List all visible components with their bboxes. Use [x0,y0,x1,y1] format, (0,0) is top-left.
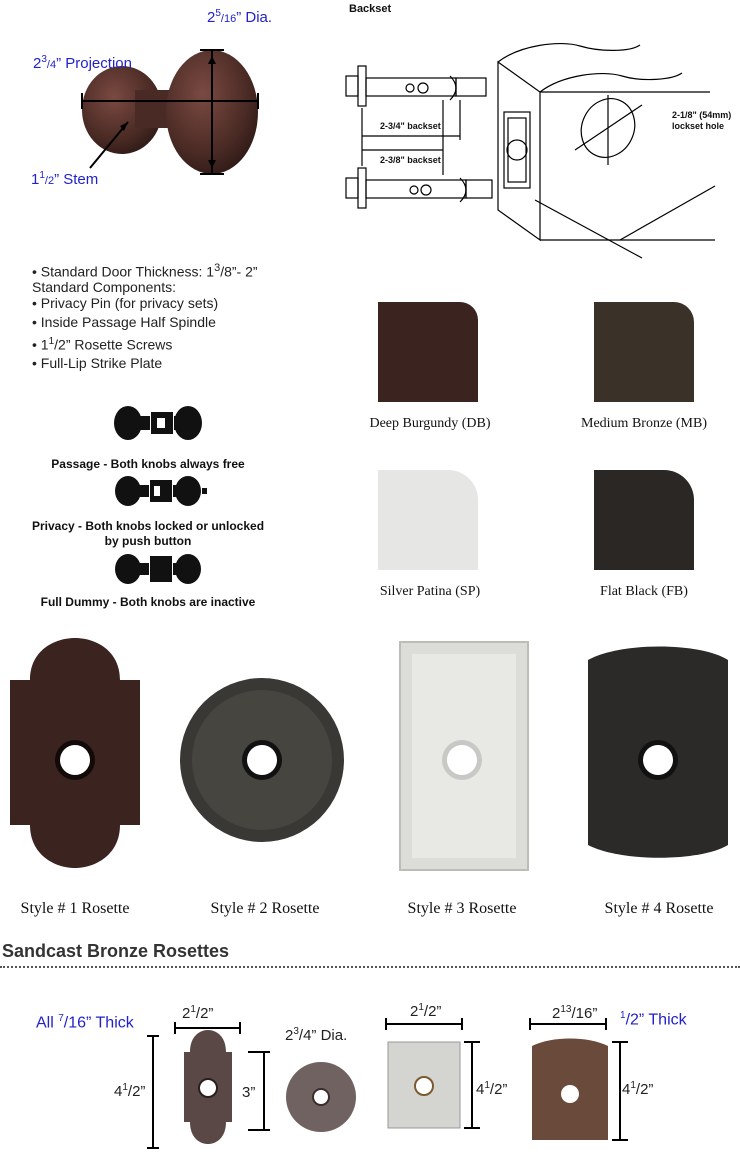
finish-swatch: Deep Burgundy (DB) [360,302,500,432]
knob-stem-label: $1^1/2$” Stem [31,170,99,188]
specifications-list [32,260,332,373]
r1-height-label: $4^1/2$” [114,1082,146,1100]
spec-item: • Full-Lip Strike Plate [32,355,163,372]
knob-projection-label: $2^3/4$” Projection [33,54,132,72]
all-thickness-label: All $^7$/16” Thick [36,1013,134,1032]
door-thickness: • Standard Door Thickness: $1^3/8”-$ 2” [32,262,258,280]
finish-swatch: Medium Bronze (MB) [574,302,714,432]
rosette-styles [0,630,740,890]
function-dummy: Full Dummy - Both knobs are inactive [20,552,276,610]
section-divider [0,966,740,968]
medium-bronze-swatch [574,302,714,404]
r3-width-label: $2^1/2$” [410,1002,442,1020]
style-2-label: Style # 2 Rosette [210,900,320,917]
passage-knobs-icon [20,402,276,444]
spec-item: • Inside Passage Half Spindle [32,313,216,330]
flat-black-swatch [574,470,714,572]
style-4-label: Style # 4 Rosette [604,900,714,917]
r4-width-label: $2^{13}/16$” [552,1004,598,1022]
dimensioned-rosettes [0,980,740,1160]
function-privacy: Privacy - Both knobs locked or unlocked by push button [20,474,296,549]
r4-thickness-label: $^1$/2” Thick [620,1010,687,1029]
function-passage: Passage - Both knobs always free [20,402,276,472]
knob-diagram [0,0,320,240]
r1-width-label: $2^1/2$” [182,1004,214,1022]
dummy-knobs-icon [20,552,276,586]
r3-height-label: $4^1/2$” [476,1080,508,1098]
silver-patina-swatch [360,470,500,572]
knob-illustration [0,0,320,240]
finish-swatch: Flat Black (FB) [574,470,714,600]
r1-inner-label: 3” [242,1084,256,1101]
backset-diagram [330,0,740,265]
style-3-label: Style # 3 Rosette [407,900,517,917]
style-1-label: Style # 1 Rosette [20,900,130,917]
r4-height-label: $4^1/2$” [622,1080,654,1098]
deep-burgundy-swatch [360,302,500,404]
components-heading: Standard Components: [32,278,176,295]
r2-diameter-label: $2^3/4$” Dia. [285,1026,348,1044]
spec-item: • $1^1/2$” Rosette Screws [32,335,173,353]
backset-title: Backset [349,3,392,15]
backset-a-label: 2-3/4" backset [380,121,441,131]
section-title: Sandcast Bronze Rosettes [2,941,230,961]
spec-item: • Privacy Pin (for privacy sets) [32,294,219,311]
backset-b-label: 2-3/8" backset [380,155,441,165]
privacy-knobs-icon [20,474,276,508]
knob-diameter-label: $2^5/16$” Dia. [207,8,273,26]
finish-swatch: Silver Patina (SP) [360,470,500,600]
lockset-hole-label: 2-1/8" (54mm) lockset hole [672,110,732,131]
backset-illustration [330,0,740,265]
